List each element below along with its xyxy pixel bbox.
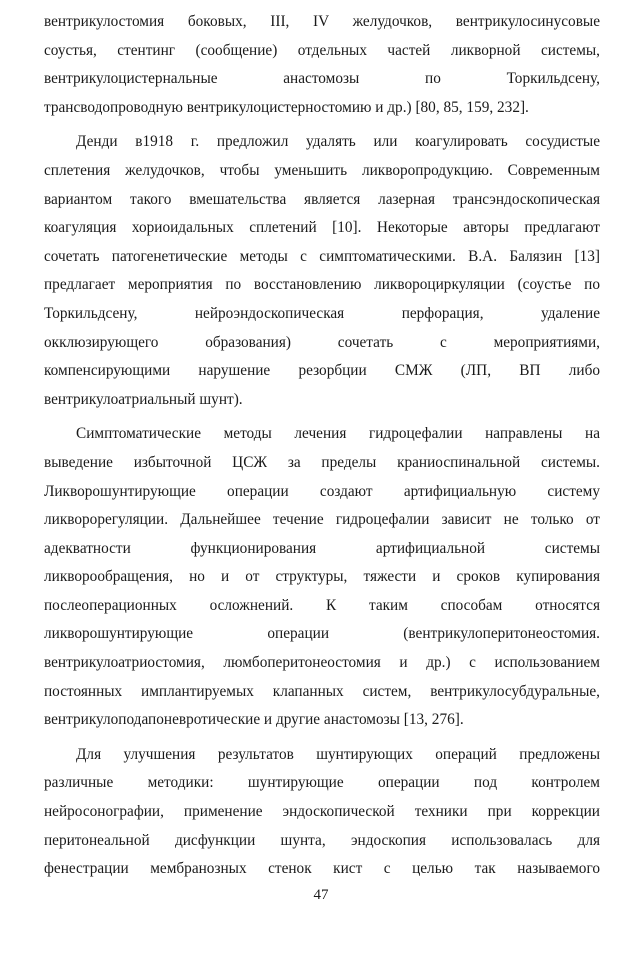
text-line: трансводопроводную вентрикулоцистерностомию и др.) [80, 85, 159, 232]. xyxy=(44,98,529,116)
text-line: сплетения желудочков, чтобы уменьшить ликворопродукцию. Современным xyxy=(44,161,600,179)
paragraph-1 xyxy=(44,8,600,122)
text-line: окклюзирующего образования) сочетать с мероприятиями, xyxy=(44,333,600,351)
text-line: сочетать патогенетические методы с симптоматическими. В.А. Балязин [13] xyxy=(44,247,600,265)
text-line: различные методики: шунтирующие операции под контролем xyxy=(44,774,600,792)
text-line: предлагает мероприятия по восстановлению ликвороциркуляции (соустье по xyxy=(44,276,600,294)
text-line: постоянных имплантируемых клапанных систем, вентрикулосубдуральные, xyxy=(44,682,600,700)
text-line: соустья, стентинг (сообщение) отдельных частей ликворной системы, xyxy=(44,41,600,59)
text-line: Денди в1918 г. предложил удалять или коагулировать сосудистые xyxy=(76,133,600,151)
text-line: ликворорегуляции. Дальнейшее течение гидроцефалии зависит не только от xyxy=(44,511,600,529)
text-line: вентрикулоцистернальные анастомозы по Торкильдсену, xyxy=(44,70,600,88)
text-line: послеоперационных осложнений. К таким способам относятся xyxy=(44,596,600,614)
text-line: вентрикулоподапоневротические и другие анастомозы [13, 276]. xyxy=(44,711,464,729)
text-line: перитонеальной дисфункции шунта, эндоскопия использовалась для xyxy=(44,831,600,849)
text-line: Торкильдсену, нейроэндоскопическая перфорация, удаление xyxy=(44,304,600,322)
paragraph-3 xyxy=(44,420,600,735)
text-line: вентрикулостомия боковых, III, IV желудочков, вентрикулосинусовые xyxy=(44,13,600,30)
text-line: компенсирующими нарушение резорбции СМЖ (ЛП, ВП либо xyxy=(44,362,600,380)
text-line: Симптоматические методы лечения гидроцефалии направлены на xyxy=(76,425,600,443)
text-line: ликворошунтирующие операции (вентрикулоперитонеостомия. xyxy=(44,625,600,643)
page-text xyxy=(44,8,600,884)
text-line: фенестрации мембранозных стенок кист с целью так называемого xyxy=(44,860,600,878)
paragraph-2 xyxy=(44,128,600,414)
text-line: вариантом такого вмешательства является лазерная трансэндоскопическая xyxy=(44,190,600,208)
text-line: Для улучшения результатов шунтирующих операций предложены xyxy=(76,745,600,763)
text-line: ликворообращения, но и от структуры, тяжести и сроков купирования xyxy=(44,568,600,586)
paragraph-4 xyxy=(44,741,600,884)
page-number: 47 xyxy=(313,887,329,903)
text-line: адекватности функционирования артифициальной системы xyxy=(44,539,600,557)
text-line: вентрикулоатриальный шунт). xyxy=(44,390,243,408)
text-line: вентрикулоатриостомия, люмбоперитонеостомия и др.) с использованием xyxy=(44,654,600,672)
text-line: Ликворошунтирующие операции создают артифициальную систему xyxy=(44,482,600,500)
text-line: коагуляция хориоидальных сплетений [10]. Некоторые авторы предлагают xyxy=(44,219,600,237)
text-line: нейросонографии, применение эндоскопической техники при коррекции xyxy=(44,803,600,821)
text-line: выведение избыточной ЦСЖ за пределы краниоспинальной системы. xyxy=(44,453,600,471)
